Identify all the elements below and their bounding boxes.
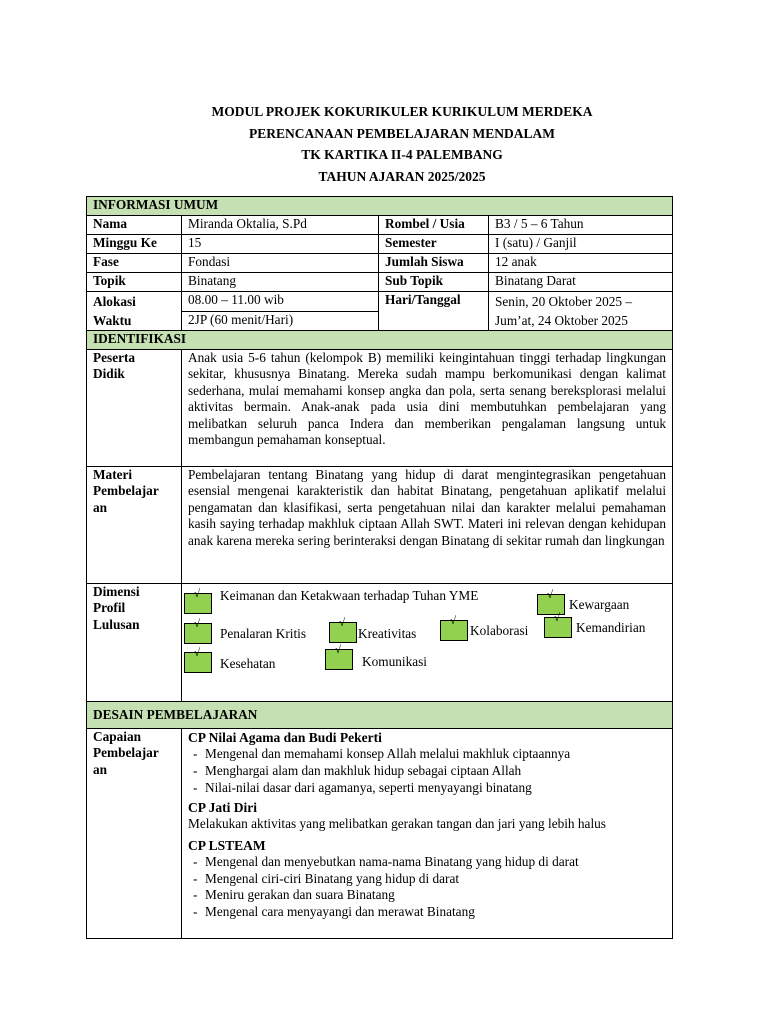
alokasi-label-line2: Waktu: [93, 313, 132, 328]
dimensi-profil-cell: [182, 584, 673, 702]
minggu-label: Minggu Ke: [87, 235, 182, 254]
alokasi-waktu-label: [87, 292, 182, 331]
rombel-value: B3 / 5 – 6 Tahun: [489, 216, 673, 235]
nama-value: Miranda Oktalia, S.Pd: [182, 216, 379, 235]
materi-pembelajaran-label: [87, 467, 182, 584]
semester-label: Semester: [379, 235, 489, 254]
alokasi-jam: 08.00 – 11.00 wib: [182, 292, 379, 312]
cp-agama-title: CP Nilai Agama dan Budi Pekerti: [188, 730, 382, 745]
hari-tanggal-line2: Jum’at, 24 Oktober 2025: [495, 313, 628, 328]
section-identifikasi: IDENTIFIKASI: [87, 331, 673, 350]
fase-label: Fase: [87, 254, 182, 273]
document-subtitle: PERENCANAAN PEMBELAJARAN MENDALAM: [249, 125, 555, 141]
check-icon: √: [194, 647, 201, 659]
cp-jati-diri-text: Melakukan aktivitas yang melibatkan gerakan tangan dan jari yang lebih halus: [188, 816, 606, 832]
alokasi-label-line1: Alokasi: [93, 294, 136, 309]
sub-topik-value: Binatang Darat: [489, 273, 673, 292]
capaian-label-line1: Capaian: [93, 729, 142, 744]
hari-tanggal-value: [489, 292, 673, 331]
check-icon: √: [194, 618, 201, 630]
capaian-label-line2: Pembelajar: [93, 745, 159, 761]
checkbox-kewargaan[interactable]: [537, 589, 565, 615]
module-table: [86, 196, 673, 939]
materi-label-line3: an: [93, 499, 108, 515]
peserta-label-line2: Didik: [93, 366, 125, 382]
materi-label-line2: Pembelajar: [93, 483, 159, 499]
checkbox-kolaborasi[interactable]: [440, 615, 468, 641]
checkbox-kreativitas[interactable]: [329, 617, 357, 643]
peserta-didik-text: Anak usia 5-6 tahun (kelompok B) memiliki keingintahuan tinggi terhadap lingkungan sekitar, khususnya Binatang. Mereka sudah mampu berkomunikasi dengan kalimat sederhana, mulai memahami konsep angka dan pola, serta senang bereksplorasi melalui aktivitas bermain. Anak-anak pada usia dini membutuhkan pembelajaran yang melibatkan seluruh panca Indera dan memberikan pengalaman langsung untuk membangun pemahaman konseptual.: [182, 350, 673, 467]
label-kreativitas: Kreativitas: [358, 626, 417, 641]
label-komunikasi: Komunikasi: [362, 654, 428, 669]
cp-lsteam-title: CP LSTEAM: [188, 837, 266, 853]
jumlah-siswa-value: 12 anak: [489, 254, 673, 273]
checkbox-keimanan[interactable]: [184, 588, 212, 614]
list-item: - Mengenal dan menyebutkan nama-nama Binatang yang hidup di darat: [193, 854, 666, 871]
capaian-pembelajaran-content: [182, 729, 673, 939]
capaian-pembelajaran-label: [87, 729, 182, 939]
checkbox-penalaran[interactable]: [184, 618, 212, 644]
hari-tanggal-label: Hari/Tanggal: [379, 292, 489, 331]
check-icon: √: [335, 644, 342, 656]
list-item: - Nilai-nilai dasar dari agamanya, seperti menyayangi binatang: [193, 780, 666, 797]
nama-label: Nama: [87, 216, 182, 235]
label-kemandirian: Kemandirian: [576, 620, 646, 635]
peserta-label-line1: Peserta: [93, 350, 136, 365]
capaian-label-line3: an: [93, 761, 108, 777]
jumlah-siswa-label: Jumlah Siswa: [379, 254, 489, 273]
minggu-value: 15: [182, 235, 379, 254]
dimensi-profil-label: [87, 584, 182, 702]
list-item: - Meniru gerakan dan suara Binatang: [193, 887, 666, 904]
check-icon: √: [547, 589, 554, 601]
hari-tanggal-line1: Senin, 20 Oktober 2025 –: [495, 294, 633, 309]
rombel-label: Rombel / Usia: [379, 216, 489, 235]
dimensi-label-line2: Profil: [93, 600, 126, 616]
academic-year: TAHUN AJARAN 2025/2025: [318, 168, 486, 184]
dimensi-checklist: [182, 584, 672, 700]
cp-agama-list: [188, 746, 666, 796]
document-header: [0, 101, 768, 187]
checkbox-kemandirian[interactable]: [544, 612, 572, 638]
check-icon: √: [450, 615, 457, 627]
section-desain-pembelajaran: DESAIN PEMBELAJARAN: [87, 702, 673, 729]
topik-value: Binatang: [182, 273, 379, 292]
school-name: TK KARTIKA II-4 PALEMBANG: [301, 147, 503, 162]
list-item: - Mengenal ciri-ciri Binatang yang hidup di darat: [193, 871, 666, 888]
peserta-didik-label: [87, 350, 182, 467]
label-kewargaan: Kewargaan: [569, 597, 630, 612]
section-informasi-umum: INFORMASI UMUM: [87, 197, 673, 216]
alokasi-jp: 2JP (60 menit/Hari): [182, 311, 379, 331]
semester-value: I (satu) / Ganjil: [489, 235, 673, 254]
topik-label: Topik: [87, 273, 182, 292]
label-kesehatan: Kesehatan: [220, 656, 276, 671]
dimensi-label-line3: Lulusan: [93, 616, 140, 632]
materi-pembelajaran-text: Pembelajaran tentang Binatang yang hidup di darat mengintegrasikan pengetahuan esensial mengenai karakteristik dan habitat Binatang, pengetahuan aplikatif melalui pengamatan dan klasifikasi, serta pengetahuan nilai dan karakter melalui pemahaman kasih saying terhadap makhluk ciptaan Allah SWT. Materi ini relevan dengan kehidupan anak karena mereka sering berinteraksi dengan Binatang di sekitar rumah dan lingkungan: [182, 467, 673, 584]
cp-lsteam-list: [188, 854, 666, 921]
list-item: - Mengenal dan memahami konsep Allah melalui makhluk ciptaannya: [193, 746, 666, 763]
checkbox-kesehatan[interactable]: [184, 647, 212, 673]
list-item: - Menghargai alam dan makhluk hidup sebagai ciptaan Allah: [193, 763, 666, 780]
check-icon: √: [554, 612, 561, 624]
label-kolaborasi: Kolaborasi: [470, 623, 529, 638]
checkbox-komunikasi[interactable]: [325, 644, 353, 670]
list-item: - Mengenal cara menyayangi dan merawat Binatang: [193, 904, 666, 921]
sub-topik-label: Sub Topik: [379, 273, 489, 292]
label-keimanan: Keimanan dan Ketakwaan terhadap Tuhan YME: [220, 588, 479, 603]
materi-label-line1: Materi: [93, 467, 133, 482]
cp-jati-diri-title: CP Jati Diri: [188, 800, 257, 816]
document-title: MODUL PROJEK KOKURIKULER KURIKULUM MERDEKA: [211, 104, 593, 119]
fase-value: Fondasi: [182, 254, 379, 273]
label-penalaran: Penalaran Kritis: [220, 626, 307, 641]
dimensi-label-line1: Dimensi: [93, 584, 140, 599]
check-icon: √: [194, 588, 201, 600]
check-icon: √: [339, 617, 346, 629]
